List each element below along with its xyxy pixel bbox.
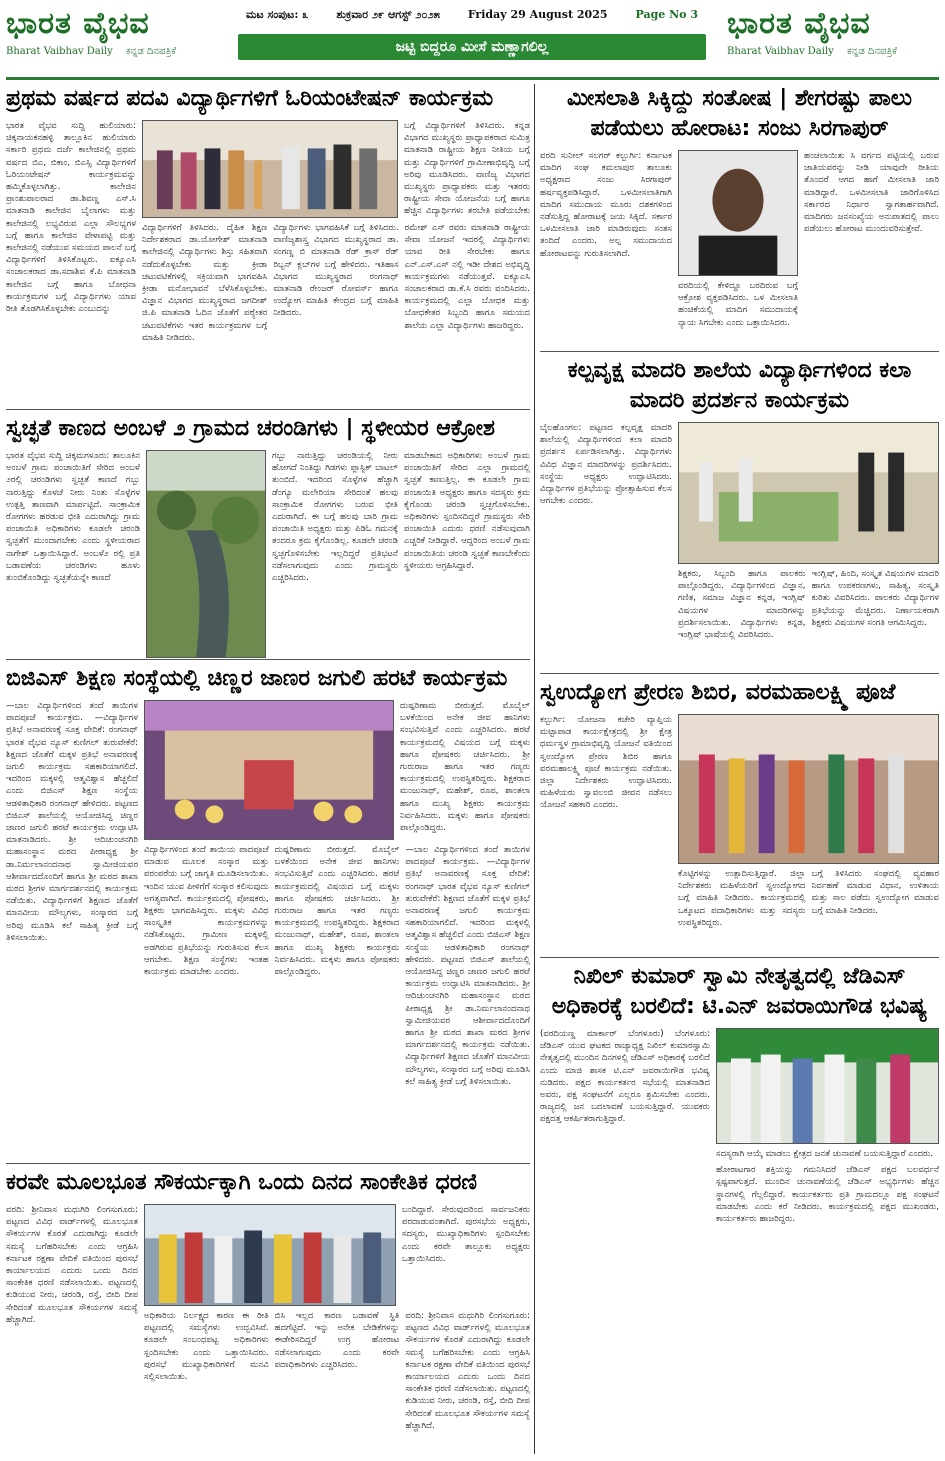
photo-orientation (142, 120, 398, 218)
article-text: ಕಲ್ಬುರ್ಗಿ: ಯೋಜನಾ ಕಚೇರಿ ವ್ಯಾಪ್ತಿಯ ಮಟ್ಟಾಪಾಡ ಕಾರ್ಯಕ್ಷೇತ್ರದಲ್ಲಿ ಶ್ರೀ ಕ್ಷೇತ್ರ ಧರ್ಮಸ್ಥಳ ಗ್ರಾಮಾಭಿವೃದ್ಧಿ ಯೋಜನೆ ವತಿಯಿಂದ ಸ್ವಉದ್ಯೋಗ ಪ್ರೇರಣ ಶಿಬಿರ ಹಾಗೂ ವರಮಹಾಲಕ್ಷ್ಮಿ ಪೂಜೆ ಕಾರ್ಯಕ್ರಮ ನಡೆಯಿತು. ಜಿಲ್ಲಾ ನಿರ್ದೇಶಕರು ಉದ್ಘಾಟಿಸಿದರು. ಮಹಿಳೆಯರು ಸ್ವಾವಲಂಬಿ ಜೀವನ ನಡೆಸಲು ಯೋಜನೆ ಸಹಕಾರಿ ಎಂದರು. (540, 715, 672, 811)
headline: ಮೀಸಲಾತಿ ಸಿಕ್ಕಿದ್ದು ಸಂತೋಷ | ಶೇಗರಷ್ಟು ಪಾಲು ಪಡೆಯಲು ಹೋರಾಟ: ಸಂಜು ಸಿರಗಾಪುರ್ (566, 86, 913, 141)
article-text: ವರದಿ ಸುನೀಲ್ ಸಲಗರ್ ಕಲ್ಬುರ್ಗಿ: ಕರ್ನಾಟಕ ಮಾದಿಗ ಸಂಘ ಕಮಲಾಪುರ ತಾಲೂಕು ಅಧ್ಯಕ್ಷರಾದ ಸಂಜು ಸಿರಗಾಪುರ್ ಹರ್ಷವ್ಯಕ್ತಪಡಿಸಿದ್ದಾರೆ. ಒಳಮೀಸಲಾತಿಗಾಗಿ ಮಾದಿಗ ಸಮುದಾಯ ಮೂರು ದಶಕಗಳಿಂದ ನಡೆಸುತ್ತಿದ್ದ ಹೋರಾಟಕ್ಕೆ ಜಯ ಸಿಕ್ಕಿದೆ. ಸರ್ಕಾರ ಒಳಮೀಸಲಾತಿ ಜಾರಿ ಮಾಡಿರುವುದು ಸಂತಸ ತಂದಿದೆ ಎಂದರು. ಅಲ್ಪ ಸಮುದಾಯದ ಹೋರಾಟವನ್ನು ಗುರುತಿಸಲಾಗಿದೆ. (540, 151, 672, 259)
article-text: ಬೈಲಹೊಂಗಲ: ಪಟ್ಟಣದ ಕಲ್ಪವೃಕ್ಷ ಮಾದರಿ ಶಾಲೆಯಲ್ಲಿ ವಿದ್ಯಾರ್ಥಿಗಳಿಂದ ಕಲಾ ಮಾದರಿ ಪ್ರದರ್ಶನ ಏರ್ಪಡಿಸಲಾಗಿತ್ತು. ವಿದ್ಯಾರ್ಥಿಗಳು ವಿವಿಧ ವಿಜ್ಞಾನ ಮಾದರಿಗಳನ್ನು ಪ್ರದರ್ಶಿಸಿದರು. ಸಂಸ್ಥೆಯ ಅಧ್ಯಕ್ಷರು ಉದ್ಘಾಟಿಸಿದರು. ವಿದ್ಯಾರ್ಥಿಗಳ ಪ್ರತಿಭೆಯನ್ನು ಪ್ರೋತ್ಸಾಹಿಸುವ ಕೆಲಸ ಆಗಬೇಕು ಎಂದರು. (540, 423, 672, 507)
headline: ನಿಖಿಲ್ ಕುಮಾರ್ ಸ್ವಾಮಿ ನೇತೃತ್ವದಲ್ಲಿ ಜೆಡಿಎಸ್ ಅಧಿಕಾರಕ್ಕೆ ಬರಲಿದೆ: ಟಿ.ಎನ್ ಜವರಾಯಿಗೌಡ ಭವಿಷ್ಯ (551, 964, 928, 1019)
photo-jds-event (716, 1028, 939, 1144)
article-text: ಶಿಕ್ಷಕರು, ಸಿಬ್ಬಂದಿ ಹಾಗೂ ಪಾಲಕರು ಪಾಲ್ಗೊಂಡಿದ್ದರು. ವಿದ್ಯಾರ್ಥಿಗಳಿಂದ ವಿಜ್ಞಾನ, ಗಣಿತ, ಸಮಾಜ ವಿಜ್ಞಾನ ಕನ್ನಡ, ಇಂಗ್ಲಿಷ್ ವಿಷಯಗಳ ಮಾದರಿಗಳನ್ನು ಪ್ರದರ್ಶಿಸಲಾಯಿತು. ವಿದ್ಯಾರ್ಥಿಗಳು ಕನ್ನಡ, ಇಂಗ್ಲಿಷ್ ಭಾಷೆಯಲ್ಲಿ ವಿವರಿಸಿದರು. (678, 569, 806, 641)
article-text: ಬಂದಿದ್ದಾರೆ. ಸೇರುವುದರಿಂದ ಸಾರ್ವಜನಿಕರು ಪರದಾಡುವಂತಾಗಿದೆ. ಪುರಸಭೆಯ ಅಧ್ಯಕ್ಷರು, ಸದಸ್ಯರು, ಮುಖ್ಯಾಧಿಕಾರಿಗಳು ಸ್ಪಂದಿಸಬೇಕು ಎಂದು ಕರವೇ ತಾಲ್ಲೂಕು ಅಧ್ಯಕ್ಷರು ಒತ್ತಾಯಿಸಿದರು. (402, 1205, 530, 1264)
article-text: (ವರದಿಯಣ್ಣ ಮಾರ್ಕಾರ್ ಬೆಂಗಳೂರು) ಬೆಂಗಳೂರು: ಜೆಡಿಎಸ್ ಯುವ ಘಟಕದ ರಾಜ್ಯಾಧ್ಯಕ್ಷ ನಿಖಿಲ್ ಕುಮಾರಸ್ವಾಮಿ ನೇತೃತ್ವದಲ್ಲಿ ಮುಂದಿನ ದಿನಗಳಲ್ಲಿ ಜೆಡಿಎಸ್ ಅಧಿಕಾರಕ್ಕೆ ಬರಲಿದೆ ಎಂದು ಮಾಜಿ ಶಾಸಕ ಟಿ.ಎನ್ ಜವರಾಯಿಗೌಡ ಭವಿಷ್ಯ ನುಡಿದರು. ಪಕ್ಷದ ಕಾರ್ಯಕರ್ತರ ಸಭೆಯಲ್ಲಿ ಮಾತನಾಡಿದ ಅವರು, ಪಕ್ಷ ಸಂಘಟನೆಗೆ ಎಲ್ಲರೂ ಶ್ರಮಿಸಬೇಕು ಎಂದರು. ರಾಜ್ಯದಲ್ಲಿ ಜನ ಬದಲಾವಣೆ ಬಯಸುತ್ತಿದ್ದಾರೆ. ಯುವಕರು ಪಕ್ಷದತ್ತ ಆಕರ್ಷಿತರಾಗುತ್ತಿದ್ದಾರೆ. (540, 1029, 710, 1125)
article-text: ವಿದ್ಯಾರ್ಥಿಗಳು ಭಾಗವಹಿಸಿಕೆ ಬಗ್ಗೆ ತಿಳಿಸಿದರು. ವಾಣಿಜ್ಯಶಾಸ್ತ್ರ ವಿಭಾಗದ ಮುಖ್ಯಸ್ಥರಾದ ಡಾ. ಸಂಗಣ್ಣ ಬಿ ಮಾತನಾಡಿ ರೆಡ್ ಕ್ರಾಸ್ ರೆಡ್ ರಿಬ್ಬನ್ ಕ್ಲಬ್‌ಗಳ ಬಗ್ಗೆ ಹೇಳಿದರು. ಇತಿಹಾಸ ವಿಭಾಗದ ಮುಖ್ಯಸ್ಥರಾದ ರಂಗನಾಥ್ ಮಾತನಾಡಿ ರೇಂಜರ್ ರೋವರ್ಸ್ ಹಾಗೂ ಉದ್ಯೋಗ ಮಾಹಿತಿ ಕೇಂದ್ರದ ಬಗ್ಗೆ ಮಾಹಿತಿ ನೀಡಿದರು. (273, 223, 399, 319)
article-drainage (6, 414, 530, 660)
photo-exhibition (678, 422, 939, 564)
photo-pooja (678, 714, 939, 864)
article-text: ವಿದ್ಯಾರ್ಥಿಗಳಿಗೆ ತಿಳಿಸಿದರು. ದೈಹಿಕ ಶಿಕ್ಷಣ ನಿರ್ದೇಶಕರಾದ ಡಾ.ಯೋಗೇಶ್ ಮಾತನಾಡಿ ಕಾಲೇಜಿನಲ್ಲಿ ವಿದ್ಯಾರ್ಥಿಗಳು ಶಿಸ್ತು ಸಹಿತವಾಗಿ ನಡೆದುಕೊಳ್ಳಬೇಕು ಮತ್ತು ಕ್ರೀಡಾ ಚಟುವಟಿಕೆಗಳಲ್ಲಿ ಸಕ್ರಿಯವಾಗಿ ಭಾಗವಹಿಸಿ ಕ್ರೀಡಾ ಮನೋಭಾವನೆ ಬೆಳೆಸಿಕೊಳ್ಳಬೇಕು. ವಿಜ್ಞಾನ ವಿಭಾಗದ ಮುಖ್ಯಸ್ಥರಾದ ಜಗದೀಶ್ ಜಿ.ಪಿ ಮಾತನಾಡಿ ಓದಿನ ಜೊತೆಗೆ ಪಠ್ಯೇತರ ಚಟುವಟಿಕೆಗಳು ಇತರ ಕಾರ್ಯಕ್ರಮಗಳ ಬಗ್ಗೆ ಮಾಹಿತಿ ನೀಡಿದರು. (142, 223, 268, 343)
headline: ಬಿಜಿಎಸ್ ಶಿಕ್ಷಣ ಸಂಸ್ಥೆಯಲ್ಲಿ ಚಿಣ್ಣರ ಜಾಣರ ಜಗುಲಿ ಹರಟೆ ಕಾರ್ಯಕ್ರಮ (6, 666, 508, 691)
article-jds (540, 962, 939, 1461)
article-text: ಗಬ್ಬು ನಾರುತ್ತಿದ್ದು ಚರಂಡಿಯಲ್ಲಿ ನೀರು ಹೋಗದೆ ನಿಂತಿದ್ದು ಗಿಡಗಳು ಪ್ಲಾಸ್ಟಿಕ್ ಬಾಟಲ್ ತುಂಬಿದೆ. ಇದರಿಂದ ಸೊಳ್ಳೆಗಳ ಹೆಚ್ಚಾಗಿ ಡೆಂಗ್ಯೂ ಮಲೇರಿಯಾ ಸೇರಿದಂತೆ ಹಲವು ಸಾಂಕ್ರಾಮಿಕ ರೋಗಗಳು ಬರುವ ಭೀತಿ ಎದುರಾಗಿದೆ. ಈ ಬಗ್ಗೆ ಹಲವು ಬಾರಿ ಗ್ರಾಮ ಪಂಚಾಯಿತಿ ಅಧ್ಯಕ್ಷರು ಮತ್ತು ಪಿಡಿಓ ಗಮನಕ್ಕೆ ತಂದರೂ ಕ್ರಮ ಕೈಗೊಂಡಿಲ್ಲ. ಕೂಡಲೇ ಚರಂಡಿ ಸ್ವಚ್ಛಗೊಳಿಸಬೇಕು ಇಲ್ಲದಿದ್ದರೆ ಪ್ರತಿಭಟನೆ ನಡೆಸಲಾಗುವುದು ಎಂದು ಗ್ರಾಮಸ್ಥರು ಎಚ್ಚರಿಸಿದರು. (272, 451, 398, 584)
photo-caption: ವರದಿಯಲ್ಲಿ ಕೇಳಿದ್ದೂ ಬರದಿರುವ ಬಗ್ಗೆ ಆಕ್ರೋಶ ವ್ಯಕ್ತಪಡಿಸಿದರು. ಒಳ ಮೀಸಲಾತಿ ಹಂಚಿಕೆಯಲ್ಲಿ ಮಾದಿಗ ಸಮುದಾಯಕ್ಕೆ ನ್ಯಾಯ ಸಿಗಬೇಕು ಎಂದು ಒತ್ತಾಯಿಸಿದರು. (678, 281, 798, 328)
article-text: ಇಂಗ್ಲಿಷ್, ಹಿಂದಿ, ಸಂಸ್ಕೃತ ವಿಷಯಗಳ ಮಾದರಿ ಹಾಗೂ ಉಪಕರಣಗಳು, ಸಾಹಿತ್ಯ, ಸಂಸ್ಕೃತಿ ಕುರಿತು ವಿವರಿಸಿದರು. ಪಾಲಕರು ವಿದ್ಯಾರ್ಥಿಗಳ ಪ್ರತಿಭೆಯನ್ನು ಮೆಚ್ಚಿದರು. ನಿರ್ಣಾಯಕರಾಗಿ ಶಿಕ್ಷಕರು ವಿಷಯಗಳ ಸಂಗತಿ ಆಗಮಿಸಿದ್ದರು. (811, 569, 939, 628)
headline: ಕಲ್ಪವೃಕ್ಷ ಮಾದರಿ ಶಾಲೆಯ ವಿದ್ಯಾರ್ಥಿಗಳಿಂದ ಕಲಾ ಮಾದರಿ ಪ್ರದರ್ಶನ ಕಾರ್ಯಕ್ರಮ (567, 358, 912, 413)
masthead (6, 4, 939, 80)
article-text: ಕೊಟ್ಟಿಗಳನ್ನು ಉತ್ಪಾದಿಸುತ್ತಿದ್ದಾರೆ. ಜಿಲ್ಲಾ ನಿರ್ದೇಶಕರು ಮಹಿಳೆಯರಿಗೆ ಸ್ವಉದ್ಯೋಗದ ಬಗ್ಗೆ ಮಾಹಿತಿ ನೀಡಿದರು. ಕಾರ್ಯಕ್ರಮದಲ್ಲಿ ಒಕ್ಕೂಟದ ಪದಾಧಿಕಾರಿಗಳು ಮತ್ತು ಸದಸ್ಯರು ಉಪಸ್ಥಿತರಿದ್ದರು. (678, 869, 806, 928)
logo-subtitle-kn: ಕನ್ನಡ ದಿನಪತ್ರಿಕೆ (847, 46, 898, 57)
article-text: ಭಾರತ ವೈಭವ ಸುದ್ದಿ ಚಿಕ್ಕಮಗಳೂರು: ತಾಲೂಕಿನ ಅಂಬಳೆ ಗ್ರಾಮ ಪಂಚಾಯಿತಿಗೆ ಸೇರಿದ ಅಂಬಳೆ ೨ರಲ್ಲಿ ಚರಂಡಿಗಳು ಸ್ವಚ್ಛತೆ ಕಾಣದೆ ಗಬ್ಬು ನಾರುತ್ತಿದ್ದು ಕೊಳಚೆ ನೀರು ನಿಂತು ಸೊಳ್ಳೆಗಳ ಉತ್ಪತ್ತಿ ತಾಣವಾಗಿ ಮಾರ್ಪಟ್ಟಿದೆ. ಸಾಂಕ್ರಾಮಿಕ ರೋಗಗಳು ಹರಡುವ ಭೀತಿ ಎದುರಾಗಿದ್ದು ಗ್ರಾಮ ಪಂಚಾಯಿತಿ ಅಧಿಕಾರಿಗಳು ಕೂಡಲೇ ಚರಂಡಿ ಸ್ವಚ್ಛತೆಗೆ ಮುಂದಾಗಬೇಕು ಎಂದು ಸ್ಥಳೀಯರಾದ ನಾಗೇಶ್ ಒತ್ತಾಯಿಸಿದ್ದಾರೆ. ಅಂಬಳೆ೨ ರಲ್ಲಿ ಪ್ರತಿ ಬಡಾವಣೆಯ ಚರಂಡಿಗಳು ಹೂಳು ತುಂಬಿಕೊಂಡಿದ್ದು ಸ್ವಚ್ಛತೆಯನ್ನೇ ಕಾಣದೆ (6, 451, 140, 584)
issue-kn: ಮಟ ಸಂಪುಟ: ೩ (246, 8, 309, 21)
article-text: ದುಷ್ಪರಿಣಾಮ ಬೀರುತ್ತದೆ. ಮೊಬೈಲ್ ಬಳಕೆಯಿಂದ ಅನೇಕ ಜೀವ ಹಾನಿಗಳು ಸಂಭವಿಸುತ್ತಿವೆ ಎಂದು ಎಚ್ಚರಿಸಿದರು. ಹರಟೆ ಕಾರ್ಯಕ್ರಮದಲ್ಲಿ ವಿಷಯದ ಬಗ್ಗೆ ಮಕ್ಕಳು ಹಾಗೂ ಪೋಷಕರು ಚರ್ಚಿಸಿದರು. ಶ್ರೀ ಗುರುರಾಜ ಹಾಗೂ ಇತರ ಗಣ್ಯರು ಕಾರ್ಯಕ್ರಮದಲ್ಲಿ ಉಪಸ್ಥಿತರಿದ್ದರು. ಶಿಕ್ಷಕರಾದ ಮಂಜುನಾಥ್, ಮಹೇಶ್, ರೂಪ, ಶಾಂತಲಾ ಹಾಗೂ ಮುಖ್ಯ ಶಿಕ್ಷಕರು ಕಾರ್ಯಕ್ರಮ ನಿರ್ವಹಿಸಿದರು. ಮಕ್ಕಳು ಹಾಗೂ ಪೋಷಕರು ಪಾಲ್ಗೊಂಡಿದ್ದರು. (274, 845, 400, 978)
article-text: ಬಗ್ಗೆ ವಿದ್ಯಾರ್ಥಿಗಳಿಗೆ ತಿಳಿಸಿದರು. ಕನ್ನಡ ವಿಭಾಗದ ಮುಖ್ಯಸ್ಥರು ಪ್ರಾಧ್ಯಾಪಕರಾದ ಸುಮಿತ್ರ ಮಾತನಾಡಿ ರಾಷ್ಟ್ರೀಯ ಶಿಕ್ಷಣ ನೀತಿಯ ಬಗ್ಗೆ ಮತ್ತು ವಿದ್ಯಾರ್ಥಿಗಳಿಗೆ ಗ್ರಾಮೀಣಾಭಿವೃದ್ಧಿ ಬಗ್ಗೆ ಅರಿವು ಮೂಡಿಸಿದರು. ವಾಣಿಜ್ಯ ವಿಭಾಗದ ಮುಖ್ಯಸ್ಥರು ಪ್ರಾಧ್ಯಾಪಕರು ಮತ್ತು ಇತರರು ರಾಷ್ಟ್ರೀಯ ಸೇವಾ ಯೋಜನೆಯ ಬಗ್ಗೆ ಹಾಗೂ ಹೆಚ್ಚಿನ ವಿದ್ಯಾರ್ಥಿಗಳು ತರಬೇತಿ ಪಡೆಯಬೇಕು (404, 121, 530, 217)
date-en: Friday 29 August 2025 (467, 8, 608, 21)
article-model-school (540, 356, 939, 674)
logo-right (727, 4, 939, 76)
article-text: ಹಂಚಲಾಯಿತು ಸಿ ವರ್ಗದ ಪಟ್ಟಿಯಲ್ಲಿ ಬರುವ ಜಾತಿಯವರನ್ನು ನೀಡಿ ಯಾವುದೇ ರೀತಿಯ ತೊಂದರೆ ಆಗದ ಹಾಗೆ ಮೀಸಲಾತಿ ಜಾರಿ ಮಾಡಿದ್ದಾರೆ. ಒಳಮೀಸಲಾತಿ ಜಾರಿಗೊಳಿಸಿದ ಸರ್ಕಾರದ ನಿರ್ಧಾರ ಸ್ವಾಗತಾರ್ಹವಾಗಿದೆ. ಮಾದಿಗರು ಜನಸಂಖ್ಯೆಯ ಅನುಪಾತದಲ್ಲಿ ಪಾಲು ಪಡೆಯಲು ಹೋರಾಟ ಮುಂದುವರಿಸುತ್ತೇವೆ. (804, 151, 939, 235)
logo-subtitle (6, 46, 218, 57)
article-text: ವರದಿ: ಶ್ರೀನಿವಾಸ ಮಧುಗಿರಿ ಲಿಂಗಸುಗೂರು: ಪಟ್ಟಣದ ವಿವಿಧ ವಾರ್ಡ್‌ಗಳಲ್ಲಿ ಮೂಲಭೂತ ಸೌಕರ್ಯಗಳ ಕೊರತೆ ಎದುರಾಗಿದ್ದು ಕೂಡಲೇ ಸಮಸ್ಯೆ ಬಗೆಹರಿಸಬೇಕು ಎಂದು ಆಗ್ರಹಿಸಿ ಕರ್ನಾಟಕ ರಕ್ಷಣಾ ವೇದಿಕೆ ವತಿಯಿಂದ ಪುರಸಭೆ ಕಾರ್ಯಾಲಯದ ಎದುರು ಒಂದು ದಿನದ ಸಾಂಕೇತಿಕ ಧರಣಿ ನಡೆಸಲಾಯಿತು. ಪಟ್ಟಣದಲ್ಲಿ ಕುಡಿಯುವ ನೀರು, ಚರಂಡಿ, ರಸ್ತೆ, ಬೀದಿ ದೀಪ ಸೇರಿದಂತೆ ಮೂಲಭೂತ ಸೌಕರ್ಯಗಳ ಸಮಸ್ಯೆ ಹೆಚ್ಚಾಗಿದೆ. (405, 1311, 530, 1431)
logo-subtitle-kn: ಕನ್ನಡ ದಿನಪತ್ರಿಕೆ (126, 46, 177, 57)
article-text: ವರದಿ: ಶ್ರೀನಿವಾಸ ಮಧುಗಿರಿ ಲಿಂಗಸುಗೂರು: ಪಟ್ಟಣದ ವಿವಿಧ ವಾರ್ಡ್‌ಗಳಲ್ಲಿ ಮೂಲಭೂತ ಸೌಕರ್ಯಗಳ ಕೊರತೆ ಎದುರಾಗಿದ್ದು ಕೂಡಲೇ ಸಮಸ್ಯೆ ಬಗೆಹರಿಸಬೇಕು ಎಂದು ಆಗ್ರಹಿಸಿ ಕರ್ನಾಟಕ ರಕ್ಷಣಾ ವೇದಿಕೆ ವತಿಯಿಂದ ಪುರಸಭೆ ಕಾರ್ಯಾಲಯದ ಎದುರು ಒಂದು ದಿನದ ಸಾಂಕೇತಿಕ ಧರಣಿ ನಡೆಸಲಾಯಿತು. ಪಟ್ಟಣದಲ್ಲಿ ಕುಡಿಯುವ ನೀರು, ಚರಂಡಿ, ರಸ್ತೆ, ಬೀದಿ ದೀಪ ಸೇರಿದಂತೆ ಮೂಲಭೂತ ಸೌಕರ್ಯಗಳ ಸಮಸ್ಯೆ ಹೆಚ್ಚಾಗಿದೆ. (6, 1205, 138, 1325)
article-text: —ಬಾಲ ವಿದ್ಯಾರ್ಥಿಗಳಿಂದ ತಂದೆ ತಾಯಿಗಳ ಪಾದಪೂಜೆ ಕಾರ್ಯಕ್ರಮ. —ವಿದ್ಯಾರ್ಥಿಗಳ ಪ್ರತಿಭೆ ಅನಾವರಣಕ್ಕೆ ಸೂಕ್ತ ವೇದಿಕೆ: ರಂಗನಾಥ್ ಭಾರತ ವೈಭವ ನ್ಯೂಸ್ ಕುಣಿಗಲ್ ತುರುವೇಕೆರೆ: ಶಿಕ್ಷಣದ ಜೊತೆಗೆ ಮಕ್ಕಳ ಪ್ರತಿಭೆ ಅನಾವರಣಕ್ಕೆ ಜಗುಲಿ ಕಾರ್ಯಕ್ರಮ ಸಹಕಾರಿಯಾಗಲಿದೆ. ಇದರಿಂದ ಮಕ್ಕಳಲ್ಲಿ ಆತ್ಮವಿಶ್ವಾಸ ಹೆಚ್ಚಲಿದೆ ಎಂದು ಬಿಜಿಎಸ್ ಶಿಕ್ಷಣ ಸಂಸ್ಥೆಯ ಆಡಳಿತಾಧಿಕಾರಿ ರಂಗನಾಥ್ ಹೇಳಿದರು. ಪಟ್ಟಣದ ಬಿಜಿಎಸ್ ಶಾಲೆಯಲ್ಲಿ ಆಯೋಜಿಸಿದ್ದ ಚಿಣ್ಣರ ಜಾಣರ ಜಗುಲಿ ಹರಟೆ ಕಾರ್ಯಕ್ರಮ ಉದ್ಘಾಟಿಸಿ ಮಾತನಾಡಿದರು. ಶ್ರೀ ಆದಿಚುಂಚನಗಿರಿ ಮಹಾಸಂಸ್ಥಾನ ಮಠದ ಪೀಠಾಧ್ಯಕ್ಷ ಶ್ರೀ ಡಾ.ನಿರ್ಮಲಾನಂದನಾಥ ಸ್ವಾಮೀಜಿಯವರ ಆಶೀರ್ವಾದದೊಂದಿಗೆ ಹಾಗೂ ಶ್ರೀ ಮಠದ ಶಾಖಾ ಮಠದ ಶ್ರೀಗಳ ಮಾರ್ಗದರ್ಶನದಲ್ಲಿ ಕಾರ್ಯಕ್ರಮ ನಡೆಯಿತು. ವಿದ್ಯಾರ್ಥಿಗಳಿಗೆ ಶಿಕ್ಷಣದ ಜೊತೆಗೆ ಮಾನವೀಯ ಮೌಲ್ಯಗಳು, ಸಂಸ್ಕಾರದ ಬಗ್ಗೆ ಅರಿವು ಮೂಡಿಸಿ ಕಲೆ ಸಾಹಿತ್ಯ ಕ್ರೀಡೆ ಬಗ್ಗೆ ತಿಳಿಸಲಾಯಿತು. (6, 701, 138, 943)
date-kn: ಶುಕ್ರವಾರ ೨೯ ಆಗಸ್ಟ್ ೨೦೨೫ (336, 8, 440, 21)
masthead-center (238, 4, 706, 76)
article-text: ಹೋರಾಟಗಾರ ಶಕ್ತಿಯನ್ನು ಗಮನಿಸಿದರೆ ಜೆಡಿಎಸ್ ಪಕ್ಷದ ಬಲವರ್ಧನೆ ಸ್ಪಷ್ಟವಾಗುತ್ತದೆ. ಮುಂದಿನ ಚುನಾವಣೆಯಲ್ಲಿ ಜೆಡಿಎಸ್ ಅಭ್ಯರ್ಥಿಗಳು ಹೆಚ್ಚಿನ ಸ್ಥಾನಗಳಲ್ಲಿ ಗೆಲ್ಲಲಿದ್ದಾರೆ. ಕಾರ್ಯಕರ್ತರು ಪ್ರತಿ ಗ್ರಾಮದಲ್ಲೂ ಪಕ್ಷ ಸಂಘಟನೆ ಮಾಡಬೇಕು ಎಂದು ಕರೆ ನೀಡಿದರು. ಕಾರ್ಯಕ್ರಮದಲ್ಲಿ ಪಕ್ಷದ ಮುಖಂಡರು, ಕಾರ್ಯಕರ್ತರು ಹಾಜರಿದ್ದರು. (716, 1165, 939, 1225)
headline: ಕರವೇ ಮೂಲಭೂತ ಸೌಕರ್ಯಕ್ಕಾಗಿ ಒಂದು ದಿನದ ಸಾಂಕೇತಿಕ ಧರಣಿ (6, 1170, 477, 1195)
article-text: —ಬಾಲ ವಿದ್ಯಾರ್ಥಿಗಳಿಂದ ತಂದೆ ತಾಯಿಗಳ ಪಾದಪೂಜೆ ಕಾರ್ಯಕ್ರಮ. —ವಿದ್ಯಾರ್ಥಿಗಳ ಪ್ರತಿಭೆ ಅನಾವರಣಕ್ಕೆ ಸೂಕ್ತ ವೇದಿಕೆ: ರಂಗನಾಥ್ ಭಾರತ ವೈಭವ ನ್ಯೂಸ್ ಕುಣಿಗಲ್ ತುರುವೇಕೆರೆ: ಶಿಕ್ಷಣದ ಜೊತೆಗೆ ಮಕ್ಕಳ ಪ್ರತಿಭೆ ಅನಾವರಣಕ್ಕೆ ಜಗುಲಿ ಕಾರ್ಯಕ್ರಮ ಸಹಕಾರಿಯಾಗಲಿದೆ. ಇದರಿಂದ ಮಕ್ಕಳಲ್ಲಿ ಆತ್ಮವಿಶ್ವಾಸ ಹೆಚ್ಚಲಿದೆ ಎಂದು ಬಿಜಿಎಸ್ ಶಿಕ್ಷಣ ಸಂಸ್ಥೆಯ ಆಡಳಿತಾಧಿಕಾರಿ ರಂಗನಾಥ್ ಹೇಳಿದರು. ಪಟ್ಟಣದ ಬಿಜಿಎಸ್ ಶಾಲೆಯಲ್ಲಿ ಆಯೋಜಿಸಿದ್ದ ಚಿಣ್ಣರ ಜಾಣರ ಜಗುಲಿ ಹರಟೆ ಕಾರ್ಯಕ್ರಮ ಉದ್ಘಾಟಿಸಿ ಮಾತನಾಡಿದರು. ಶ್ರೀ ಆದಿಚುಂಚನಗಿರಿ ಮಹಾಸಂಸ್ಥಾನ ಮಠದ ಪೀಠಾಧ್ಯಕ್ಷ ಶ್ರೀ ಡಾ.ನಿರ್ಮಲಾನಂದನಾಥ ಸ್ವಾಮೀಜಿಯವರ ಆಶೀರ್ವಾದದೊಂದಿಗೆ ಹಾಗೂ ಶ್ರೀ ಮಠದ ಶಾಖಾ ಮಠದ ಶ್ರೀಗಳ ಮಾರ್ಗದರ್ಶನದಲ್ಲಿ ಕಾರ್ಯಕ್ರಮ ನಡೆಯಿತು. ವಿದ್ಯಾರ್ಥಿಗಳಿಗೆ ಶಿಕ್ಷಣದ ಜೊತೆಗೆ ಮಾನವೀಯ ಮೌಲ್ಯಗಳು, ಸಂಸ್ಕಾರದ ಬಗ್ಗೆ ಅರಿವು ಮೂಡಿಸಿ ಕಲೆ ಸಾಹಿತ್ಯ ಕ್ರೀಡೆ ಬಗ್ಗೆ ತಿಳಿಸಲಾಯಿತು. (405, 845, 530, 1087)
photo-caption: ಸದಸ್ಯರಾಗಿ ಆಯ್ಕೆ ಮಾಡಲು ಕ್ಷೇತ್ರದ ಜನತೆ ಚುನಾವಣೆ ಬಯಸುತ್ತಿದ್ದಾರೆ ಎಂದರು. (716, 1149, 934, 1159)
photo-stage-event (144, 700, 394, 840)
article-text: ಬಗ್ಗೆ ತಿಳಿಸಿದರು ಸಂಘದಲ್ಲಿ ವ್ಯವಹಾರ ನಿರ್ವಹಣೆ ಮಾಡುವ ವಿಧಾನ, ಉಳಿತಾಯ ಮತ್ತು ಸಾಲ ಪಡೆದು ಸ್ವಉದ್ಯೋಗ ಮಾಡುವ ಬಗ್ಗೆ ಮಾಹಿತಿ ನೀಡಿದರು. (811, 869, 939, 916)
photo-portrait (678, 150, 798, 276)
article-text: ಬಿಸಿ ಇಲ್ಲದ ಕಾರಣ ಬಡಾವಣೆ ಸ್ಥಿತಿ ಹದಗೆಟ್ಟಿದೆ. ಇನ್ನು ಅನೇಕ ಬೇಡಿಕೆಗಳನ್ನು ಈಡೇರಿಸದಿದ್ದರೆ ಉಗ್ರ ಹೋರಾಟ ನಡೆಸಲಾಗುವುದು ಎಂದು ಕರವೇ ಪದಾಧಿಕಾರಿಗಳು ಎಚ್ಚರಿಸಿದರು. (274, 1311, 400, 1370)
article-text: ರಮೇಶ್ ಎಸ್ ರವರು ಮಾತನಾಡಿ ರಾಷ್ಟ್ರೀಯ ಸೇವಾ ಯೋಜನೆ ಇದರಲ್ಲಿ ವಿದ್ಯಾರ್ಥಿಗಳು ಯಾವ ರೀತಿ ಸೇರಬೇಕು ಹಾಗೂ ಎನ್.ಎಸ್.ಎಸ್ ನಲ್ಲಿ ಇಡೀ ದೇಶದ ಅಭಿವೃದ್ಧಿ ಕಾರ್ಯಕ್ರಮಗಳು ನಡೆಯುತ್ತವೆ. ಐಕ್ಯೂಎಸಿ ಸಂಚಾಲಕರಾದ ಡಾ.ಕೆ.ಸಿ ರವರು ವಂದಿಸಿದರು. ಕಾರ್ಯಕ್ರಮದಲ್ಲಿ ಎಲ್ಲಾ ಬೋಧಕ ಮತ್ತು ಬೋಧಕೇತರ ಸಿಬ್ಬಂದಿ ಹಾಗೂ ಸಮಯದ ಶಾಲೆಯ ಎಲ್ಲಾ ವಿದ್ಯಾರ್ಥಿಗಳು ಹಾಜರಿದ್ದರು. (404, 223, 530, 331)
slogan-banner: ಜಟ್ಟಿ ಬಿದ್ದರೂ ಮೀಸೆ ಮಣ್ಣಾಗಲಿಲ್ಲ (238, 34, 706, 60)
photo-protest (144, 1204, 396, 1306)
article-self-employment (540, 678, 939, 958)
logo-title: ಭಾರತ ವೈಭವ (727, 6, 871, 41)
headline: ಪ್ರಥಮ ವರ್ಷದ ಪದವಿ ವಿದ್ಯಾರ್ಥಿಗಳಿಗೆ ಓರಿಯಂಟೇಷನ್ ಕಾರ್ಯಕ್ರಮ (6, 86, 494, 111)
column-divider (534, 84, 535, 1454)
article-text: ವಿದ್ಯಾರ್ಥಿಗಳಿಂದ ತಂದೆ ತಾಯಿಯ ಪಾದಪೂಜೆ ಮಾಡುವ ಮೂಲಕ ಸಂಸ್ಕಾರ ಮತ್ತು ಪರಂಪರೆಯ ಬಗ್ಗೆ ಜಾಗೃತಿ ಮೂಡಿಸಲಾಯಿತು. ಇಂದಿನ ಯುವ ಪೀಳಿಗೆಗೆ ಸಂಸ್ಕಾರ ಕಲಿಸುವುದು ಅಗತ್ಯವಾಗಿದೆ. ಕಾರ್ಯಕ್ರಮದಲ್ಲಿ ಪೋಷಕರು, ಶಿಕ್ಷಕರು ಭಾಗವಹಿಸಿದ್ದರು. ಮಕ್ಕಳು ವಿವಿಧ ಸಾಂಸ್ಕೃತಿಕ ಕಾರ್ಯಕ್ರಮಗಳನ್ನು ನಡೆಸಿಕೊಟ್ಟರು. ಗ್ರಾಮೀಣ ಮಕ್ಕಳಲ್ಲಿ ಅಡಗಿರುವ ಪ್ರತಿಭೆಯನ್ನು ಗುರುತಿಸುವ ಕೆಲಸ ಆಗಬೇಕು. ಶಿಕ್ಷಣ ಸಂಸ್ಥೆಗಳು ಇಂತಹ ಕಾರ್ಯಕ್ರಮ ಮಾಡಬೇಕು ಎಂದರು. (144, 845, 269, 978)
logo-subtitle (727, 46, 939, 57)
logo-subtitle-en: Bharat Vaibhav Daily (727, 46, 834, 57)
article-reservation (540, 84, 939, 352)
page-number: Page No 3 (635, 8, 698, 21)
logo-left (6, 4, 218, 76)
headline: ಸ್ವಚ್ಛತೆ ಕಾಣದ ಅಂಬಳೆ ೨ ಗ್ರಾಮದ ಚರಂಡಿಗಳು | ಸ್ಥಳೀಯರ ಆಕ್ರೋಶ (6, 416, 495, 441)
article-text: ಅಧಿಕಾರಿಯ ನಿರ್ಲಕ್ಷ್ಯದ ಕಾರಣ ಈ ರೀತಿ ಪಟ್ಟಣದಲ್ಲಿ ಸಮಸ್ಯೆಗಳು ಉದ್ಭವಿಸಿವೆ. ಕೂಡಲೇ ಸಂಬಂಧಪಟ್ಟ ಅಧಿಕಾರಿಗಳು ಸ್ಪಂದಿಸಬೇಕು ಎಂದು ಒತ್ತಾಯಿಸಿದರು. ಪುರಸಭೆ ಮುಖ್ಯಾಧಿಕಾರಿಗಳಿಗೆ ಮನವಿ ಸಲ್ಲಿಸಲಾಯಿತು. (144, 1311, 269, 1383)
article-orientation (6, 84, 530, 410)
article-karave-protest (6, 1168, 530, 1461)
logo-title: ಭಾರತ ವೈಭವ (6, 6, 150, 41)
headline: ಸ್ವಉದ್ಯೋಗ ಪ್ರೇರಣ ಶಿಬಿರ, ವರಮಹಾಲಕ್ಷ್ಮಿ ಪೂಜೆ (540, 680, 896, 705)
issue-meta (238, 4, 706, 22)
article-text: ಮಾಡಬೇಕಾದ ಅಧಿಕಾರಿಗಳು ಅಂಬಳೆ ಗ್ರಾಮ ಪಂಚಾಯಿತಿಗೆ ಸೇರಿದ ಎಲ್ಲಾ ಗ್ರಾಮದಲ್ಲಿ ಸ್ವಚ್ಛತೆ ಕಾಣುತ್ತಿಲ್ಲ. ಈ ಕೂಡಲೇ ಗ್ರಾಮ ಪಂಚಾಯಿತಿ ಅಧ್ಯಕ್ಷರು ಹಾಗೂ ಸದಸ್ಯರು ಕ್ರಮ ಕೈಗೊಂಡು ಚರಂಡಿ ಸ್ವಚ್ಛಗೊಳಿಸಬೇಕು. ಅಧಿಕಾರಿಗಳು ಸ್ಪಂದಿಸದಿದ್ದರೆ ಗ್ರಾಮಸ್ಥರು ಸೇರಿ ಪಂಚಾಯಿತಿ ಎದುರು ಧರಣಿ ನಡೆಸುವುದಾಗಿ ಎಚ್ಚರಿಕೆ ನೀಡಿದ್ದಾರೆ. ಆದ್ದರಿಂದ ಅಂಬಳೆ ಗ್ರಾಮ ಪಂಚಾಯಿತಿಯ ಚರಂಡಿ ಸ್ವಚ್ಛತೆ ಕಾಣಬೇಕೆಂದು ಸ್ಥಳೀಯರು ಆಗ್ರಹಿಸಿದ್ದಾರೆ. (404, 451, 530, 571)
article-text: ಭಾರತ ವೈಭವ ಸುದ್ದಿ ಹುಲಿಯಾರು: ಚಿಕ್ಕನಾಯಕನಹಳ್ಳಿ ತಾಲ್ಲೂಕಿನ ಹುಲಿಯಾರು ಸರ್ಕಾರಿ ಪ್ರಥಮ ದರ್ಜೆ ಕಾಲೇಜಿನಲ್ಲಿ ಪ್ರಥಮ ವರ್ಷದ ಬಿಎ, ಬಿಕಾಂ, ಬಿಎಸ್ಸಿ ವಿದ್ಯಾರ್ಥಿಗಳಿಗೆ ಓರಿಯಂಟೇಷನ್ ಕಾರ್ಯಕ್ರಮವನ್ನು ಹಮ್ಮಿಕೊಳ್ಳಲಾಗಿತ್ತು. ಕಾಲೇಜಿನ ಪ್ರಾಂಶುಪಾಲರಾದ ಡಾ.ಶಿವಣ್ಣ ಎಸ್.ಸಿ ಮಾತನಾಡಿ ಕಾಲೇಜಿನ ಬೈಲಾಗಳು ಮತ್ತು ಕಾಲೇಜಿನಲ್ಲಿ ಲಭ್ಯವಿರುವ ಎಲ್ಲಾ ಸೌಲಭ್ಯಗಳ ಬಗ್ಗೆ ಹಾಗೂ ಕಾಲೇಜಿನ ವೇಳಾಪಟ್ಟಿ ಮತ್ತು ಕಾಲೇಜಿನಲ್ಲಿ ನಡೆಯುವ ಸಮಯದ ಪಾಲನೆ ಬಗ್ಗೆ ವಿದ್ಯಾರ್ಥಿಗಳಿಗೆ ತಿಳಿಸಿಕೊಟ್ಟರು. ಐಕ್ಯೂಎಸಿ ಸಂಚಾಲಕರಾದ ಡಾ.ಸದಾಶಿವ ಕೆ.ಪಿ ಮಾತನಾಡಿ ಕಾಲೇಜಿನ ಬಗ್ಗೆ ಹಾಗೂ ಬೋಧನಾ ಕಾರ್ಯಕ್ರಮಗಳ ಬಗ್ಗೆ ವಿದ್ಯಾರ್ಥಿಗಳು ಯಾವ ರೀತಿ ತೊಡಗಿಸಿಕೊಳ್ಳಬೇಕು ಎಂಬುದನ್ನು (6, 121, 136, 315)
article-text: ದುಷ್ಪರಿಣಾಮ ಬೀರುತ್ತದೆ. ಮೊಬೈಲ್ ಬಳಕೆಯಿಂದ ಅನೇಕ ಜೀವ ಹಾನಿಗಳು ಸಂಭವಿಸುತ್ತಿವೆ ಎಂದು ಎಚ್ಚರಿಸಿದರು. ಹರಟೆ ಕಾರ್ಯಕ್ರಮದಲ್ಲಿ ವಿಷಯದ ಬಗ್ಗೆ ಮಕ್ಕಳು ಹಾಗೂ ಪೋಷಕರು ಚರ್ಚಿಸಿದರು. ಶ್ರೀ ಗುರುರಾಜ ಹಾಗೂ ಇತರ ಗಣ್ಯರು ಕಾರ್ಯಕ್ರಮದಲ್ಲಿ ಉಪಸ್ಥಿತರಿದ್ದರು. ಶಿಕ್ಷಕರಾದ ಮಂಜುನಾಥ್, ಮಹೇಶ್, ರೂಪ, ಶಾಂತಲಾ ಹಾಗೂ ಮುಖ್ಯ ಶಿಕ್ಷಕರು ಕಾರ್ಯಕ್ರಮ ನಿರ್ವಹಿಸಿದರು. ಮಕ್ಕಳು ಹಾಗೂ ಪೋಷಕರು ಪಾಲ್ಗೊಂಡಿದ್ದರು. (400, 701, 530, 834)
photo-drainage (146, 450, 266, 658)
logo-subtitle-en: Bharat Vaibhav Daily (6, 46, 113, 57)
article-bgs-school (6, 664, 530, 1164)
